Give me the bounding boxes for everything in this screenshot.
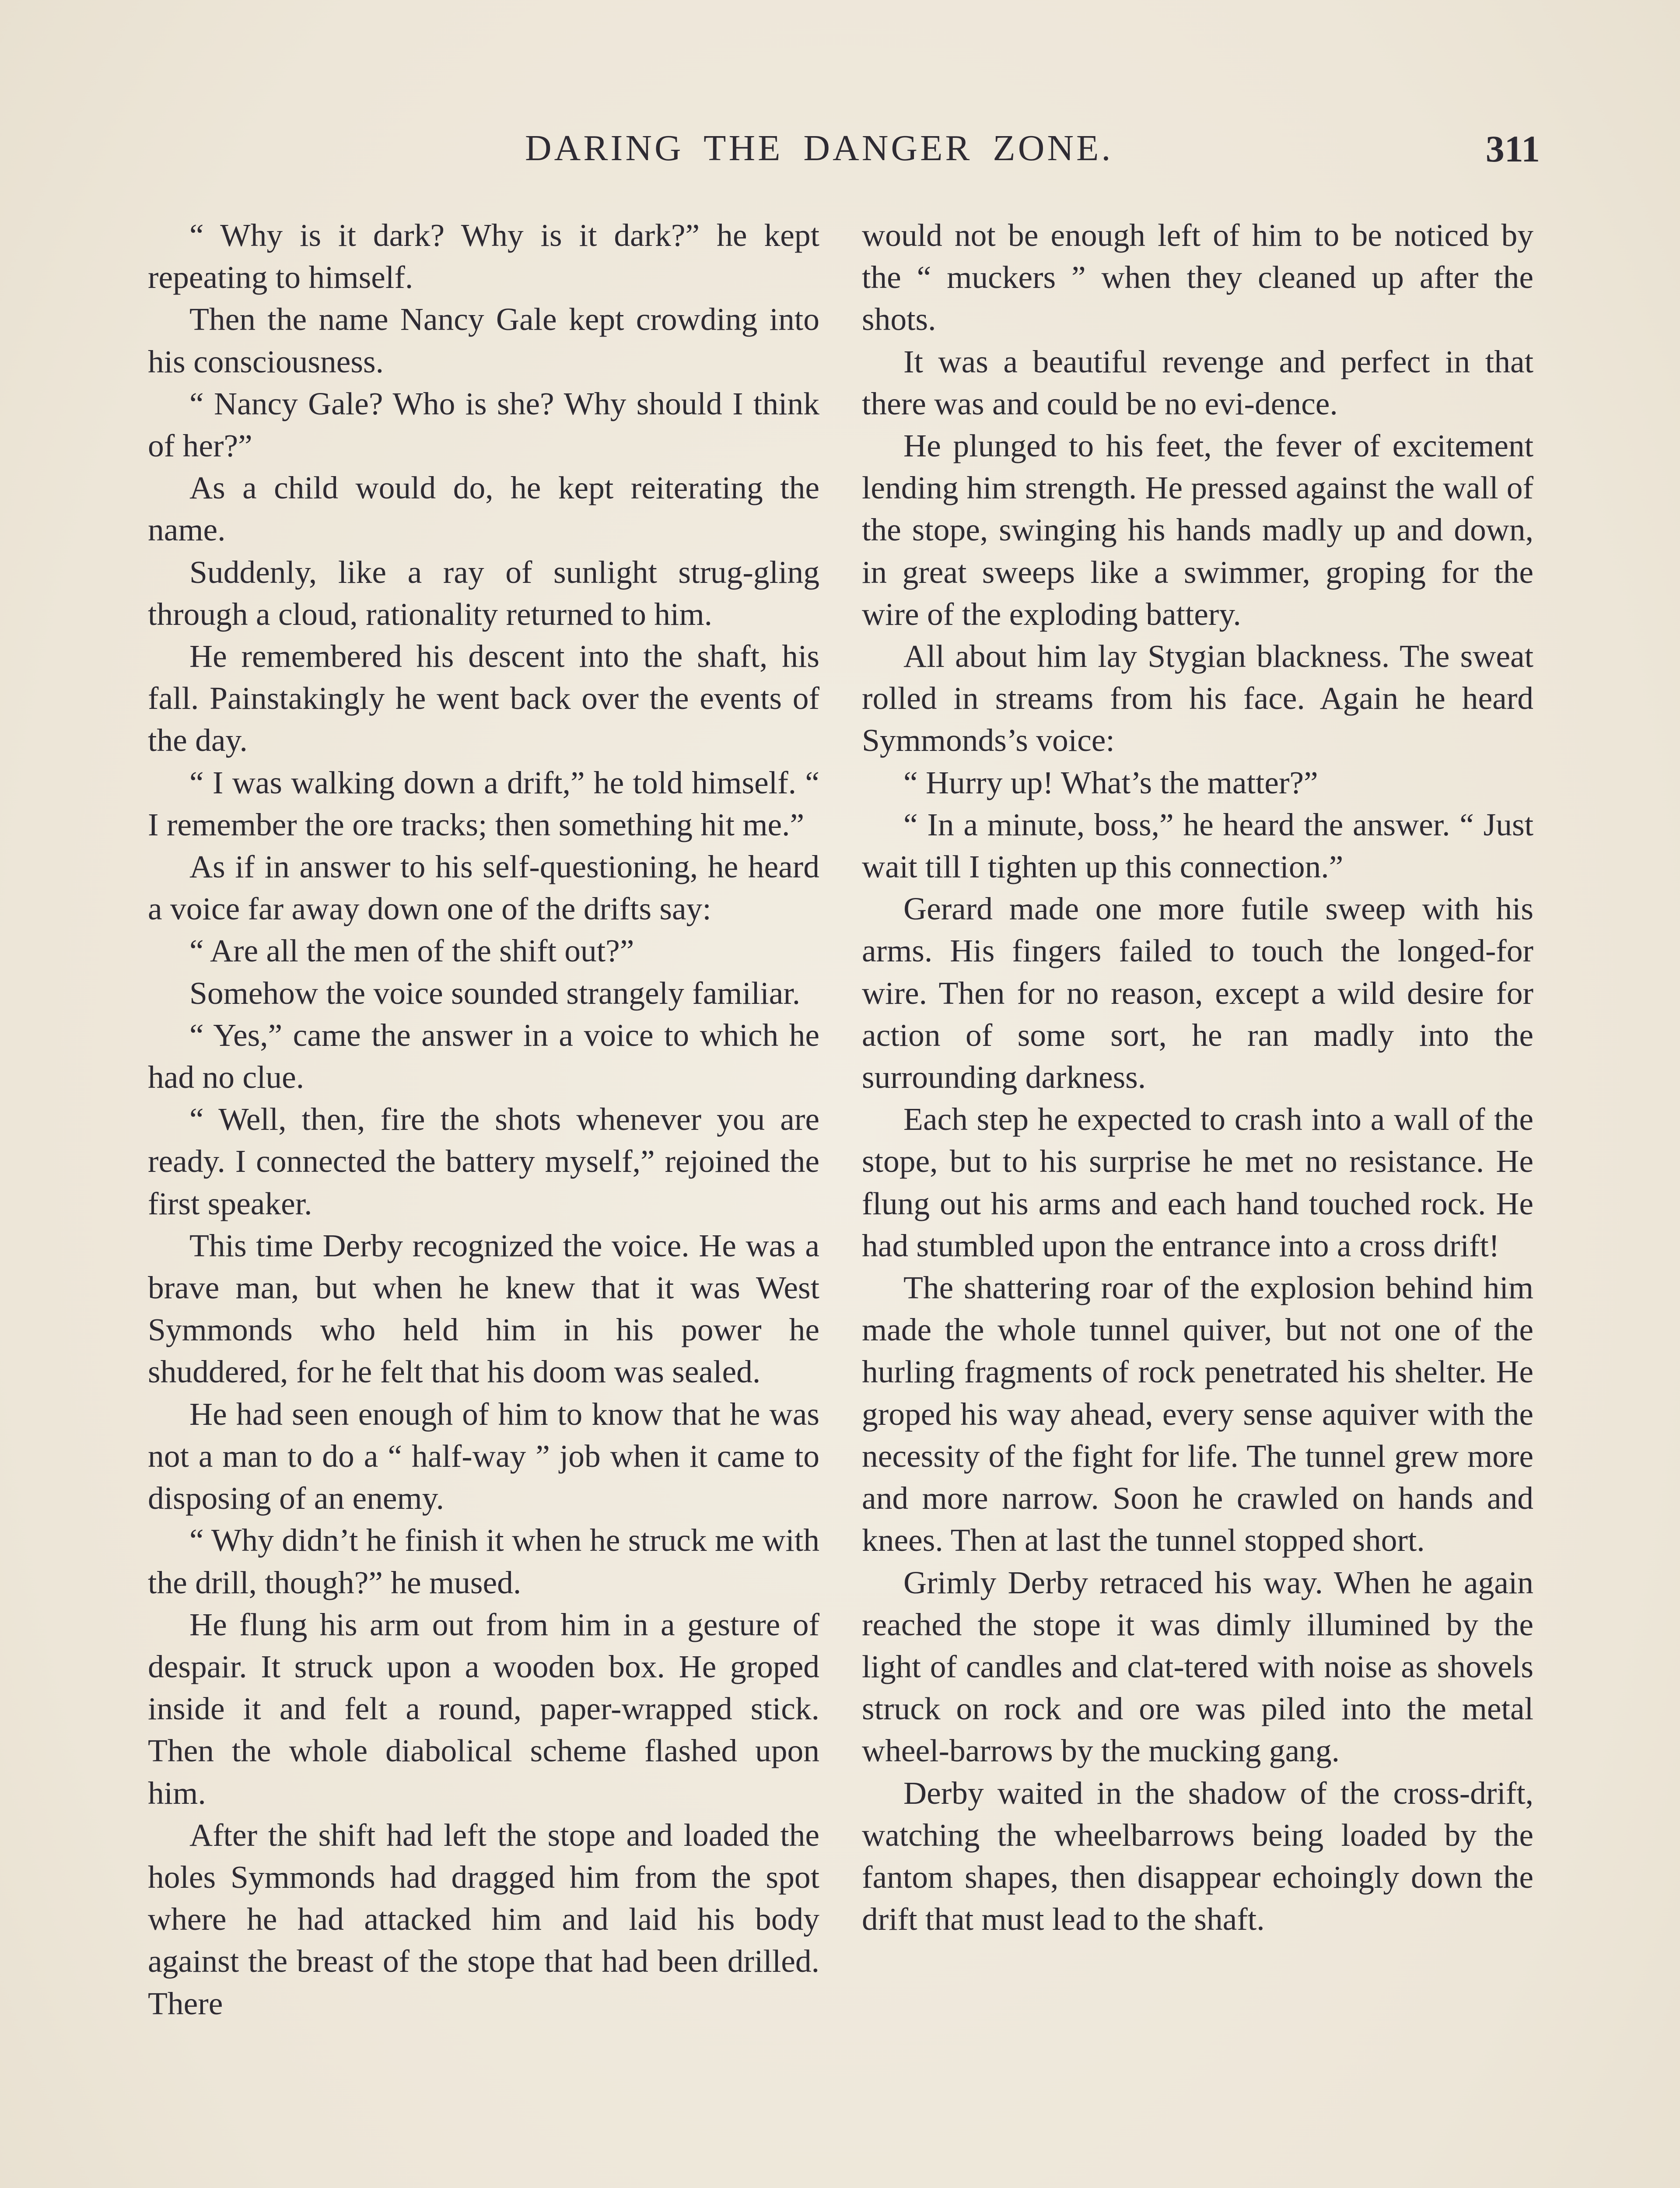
page-header <box>149 127 1540 184</box>
running-title: DARING THE DANGER ZONE. <box>525 128 1113 168</box>
paragraph: “ Hurry up! What’s the matter?” <box>903 764 1318 800</box>
paragraph: “ In a minute, boss,” he heard the answer. “ Just wait till I tighten up this connection.” <box>862 806 1533 885</box>
paragraph: “ Are all the men of the shift out?” <box>189 933 634 969</box>
paragraph: He had seen enough of him to know that he was not a man to do a “ half-way ” job when it came to disposing of an enemy. <box>148 1396 819 1516</box>
page-number: 311 <box>1485 128 1540 170</box>
paragraph: Each step he expected to crash into a wall of the stope, but to his surprise he met no resistance. He flung out his arms and each hand touched rock. He had stumbled upon the entrance into a cross drift! <box>862 1101 1533 1263</box>
paragraph: Suddenly, like a ray of sunlight strug-gling through a cloud, rationality returned to him. <box>148 554 819 632</box>
paragraph: “ I was walking down a drift,” he told himself. “ I remember the ore tracks; then something hit me.” <box>148 764 819 842</box>
paragraph: “ Yes,” came the answer in a voice to which he had no clue. <box>148 1017 819 1095</box>
paragraph: He plunged to his feet, the fever of excitement lending him strength. He pressed against the wall of the stope, swinging his hands madly up and down, in great sweeps like a swimmer, groping for the wire of the exploding battery. <box>862 428 1533 632</box>
right-column <box>862 214 1533 1940</box>
paragraph: “ Nancy Gale? Who is she? Why should I think of her?” <box>148 386 819 464</box>
paragraph: “ Why didn’t he finish it when he struck me with the drill, though?” he mused. <box>148 1522 819 1600</box>
paragraph: After the shift had left the stope and loaded the holes Symmonds had dragged him from the spot where he had attacked him and laid his body against the breast of the stope that had been drilled. There <box>148 1817 819 2021</box>
paragraph: He flung his arm out from him in a gesture of despair. It struck upon a wooden box. He groped inside it and felt a round, paper-wrapped stick. Then the whole diabolical scheme flashed upon him. <box>148 1606 819 1811</box>
paragraph: “ Well, then, fire the shots whenever you are ready. I connected the battery myself,” rejoined the first speaker. <box>148 1101 819 1221</box>
paragraph: “ Why is it dark? Why is it dark?” he kept repeating to himself. <box>148 217 819 295</box>
paragraph: He remembered his descent into the shaft, his fall. Painstakingly he went back over the events of the day. <box>148 638 819 758</box>
paragraph: This time Derby recognized the voice. He was a brave man, but when he knew that it was West Symmonds who held him in his power he shuddered, for he felt that his doom was sealed. <box>148 1227 819 1390</box>
paragraph: As a child would do, he kept reiterating the name. <box>148 470 819 548</box>
paragraph-continued: would not be enough left of him to be noticed by the “ muckers ” when they cleaned up after the shots. <box>862 217 1533 337</box>
left-column <box>148 214 819 2025</box>
paragraph: Somehow the voice sounded strangely familiar. <box>189 975 801 1011</box>
paragraph: Gerard made one more futile sweep with his arms. His fingers failed to touch the longed-for wire. Then for no reason, except a wild desire for action of some sort, he ran madly into the surrounding darkness. <box>862 891 1533 1095</box>
paragraph: As if in answer to his self-questioning, he heard a voice far away down one of the drifts say: <box>148 849 819 927</box>
paragraph: Then the name Nancy Gale kept crowding into his consciousness. <box>148 302 819 379</box>
paragraph: Grimly Derby retraced his way. When he again reached the stope it was dimly illumined by the light of candles and clat-tered with noise as shovels struck on rock and ore was piled into the metal wheel-barrows by the mucking gang. <box>862 1564 1533 1769</box>
paragraph: All about him lay Stygian blackness. The sweat rolled in streams from his face. Again he heard Symmonds’s voice: <box>862 638 1533 758</box>
paragraph: Derby waited in the shadow of the cross-drift, watching the wheelbarrows being loaded by the fantom shapes, then disappear echoingly down the drift that must lead to the shaft. <box>862 1775 1533 1937</box>
paragraph: It was a beautiful revenge and perfect in that there was and could be no evi-dence. <box>862 344 1533 421</box>
paragraph: The shattering roar of the explosion behind him made the whole tunnel quiver, but not one of the hurling fragments of rock penetrated his shelter. He groped his way ahead, every sense aquiver with the necessity of the fight for life. The tunnel grew more and more narrow. Soon he crawled on hands and knees. Then at last the tunnel stopped short. <box>862 1270 1533 1558</box>
